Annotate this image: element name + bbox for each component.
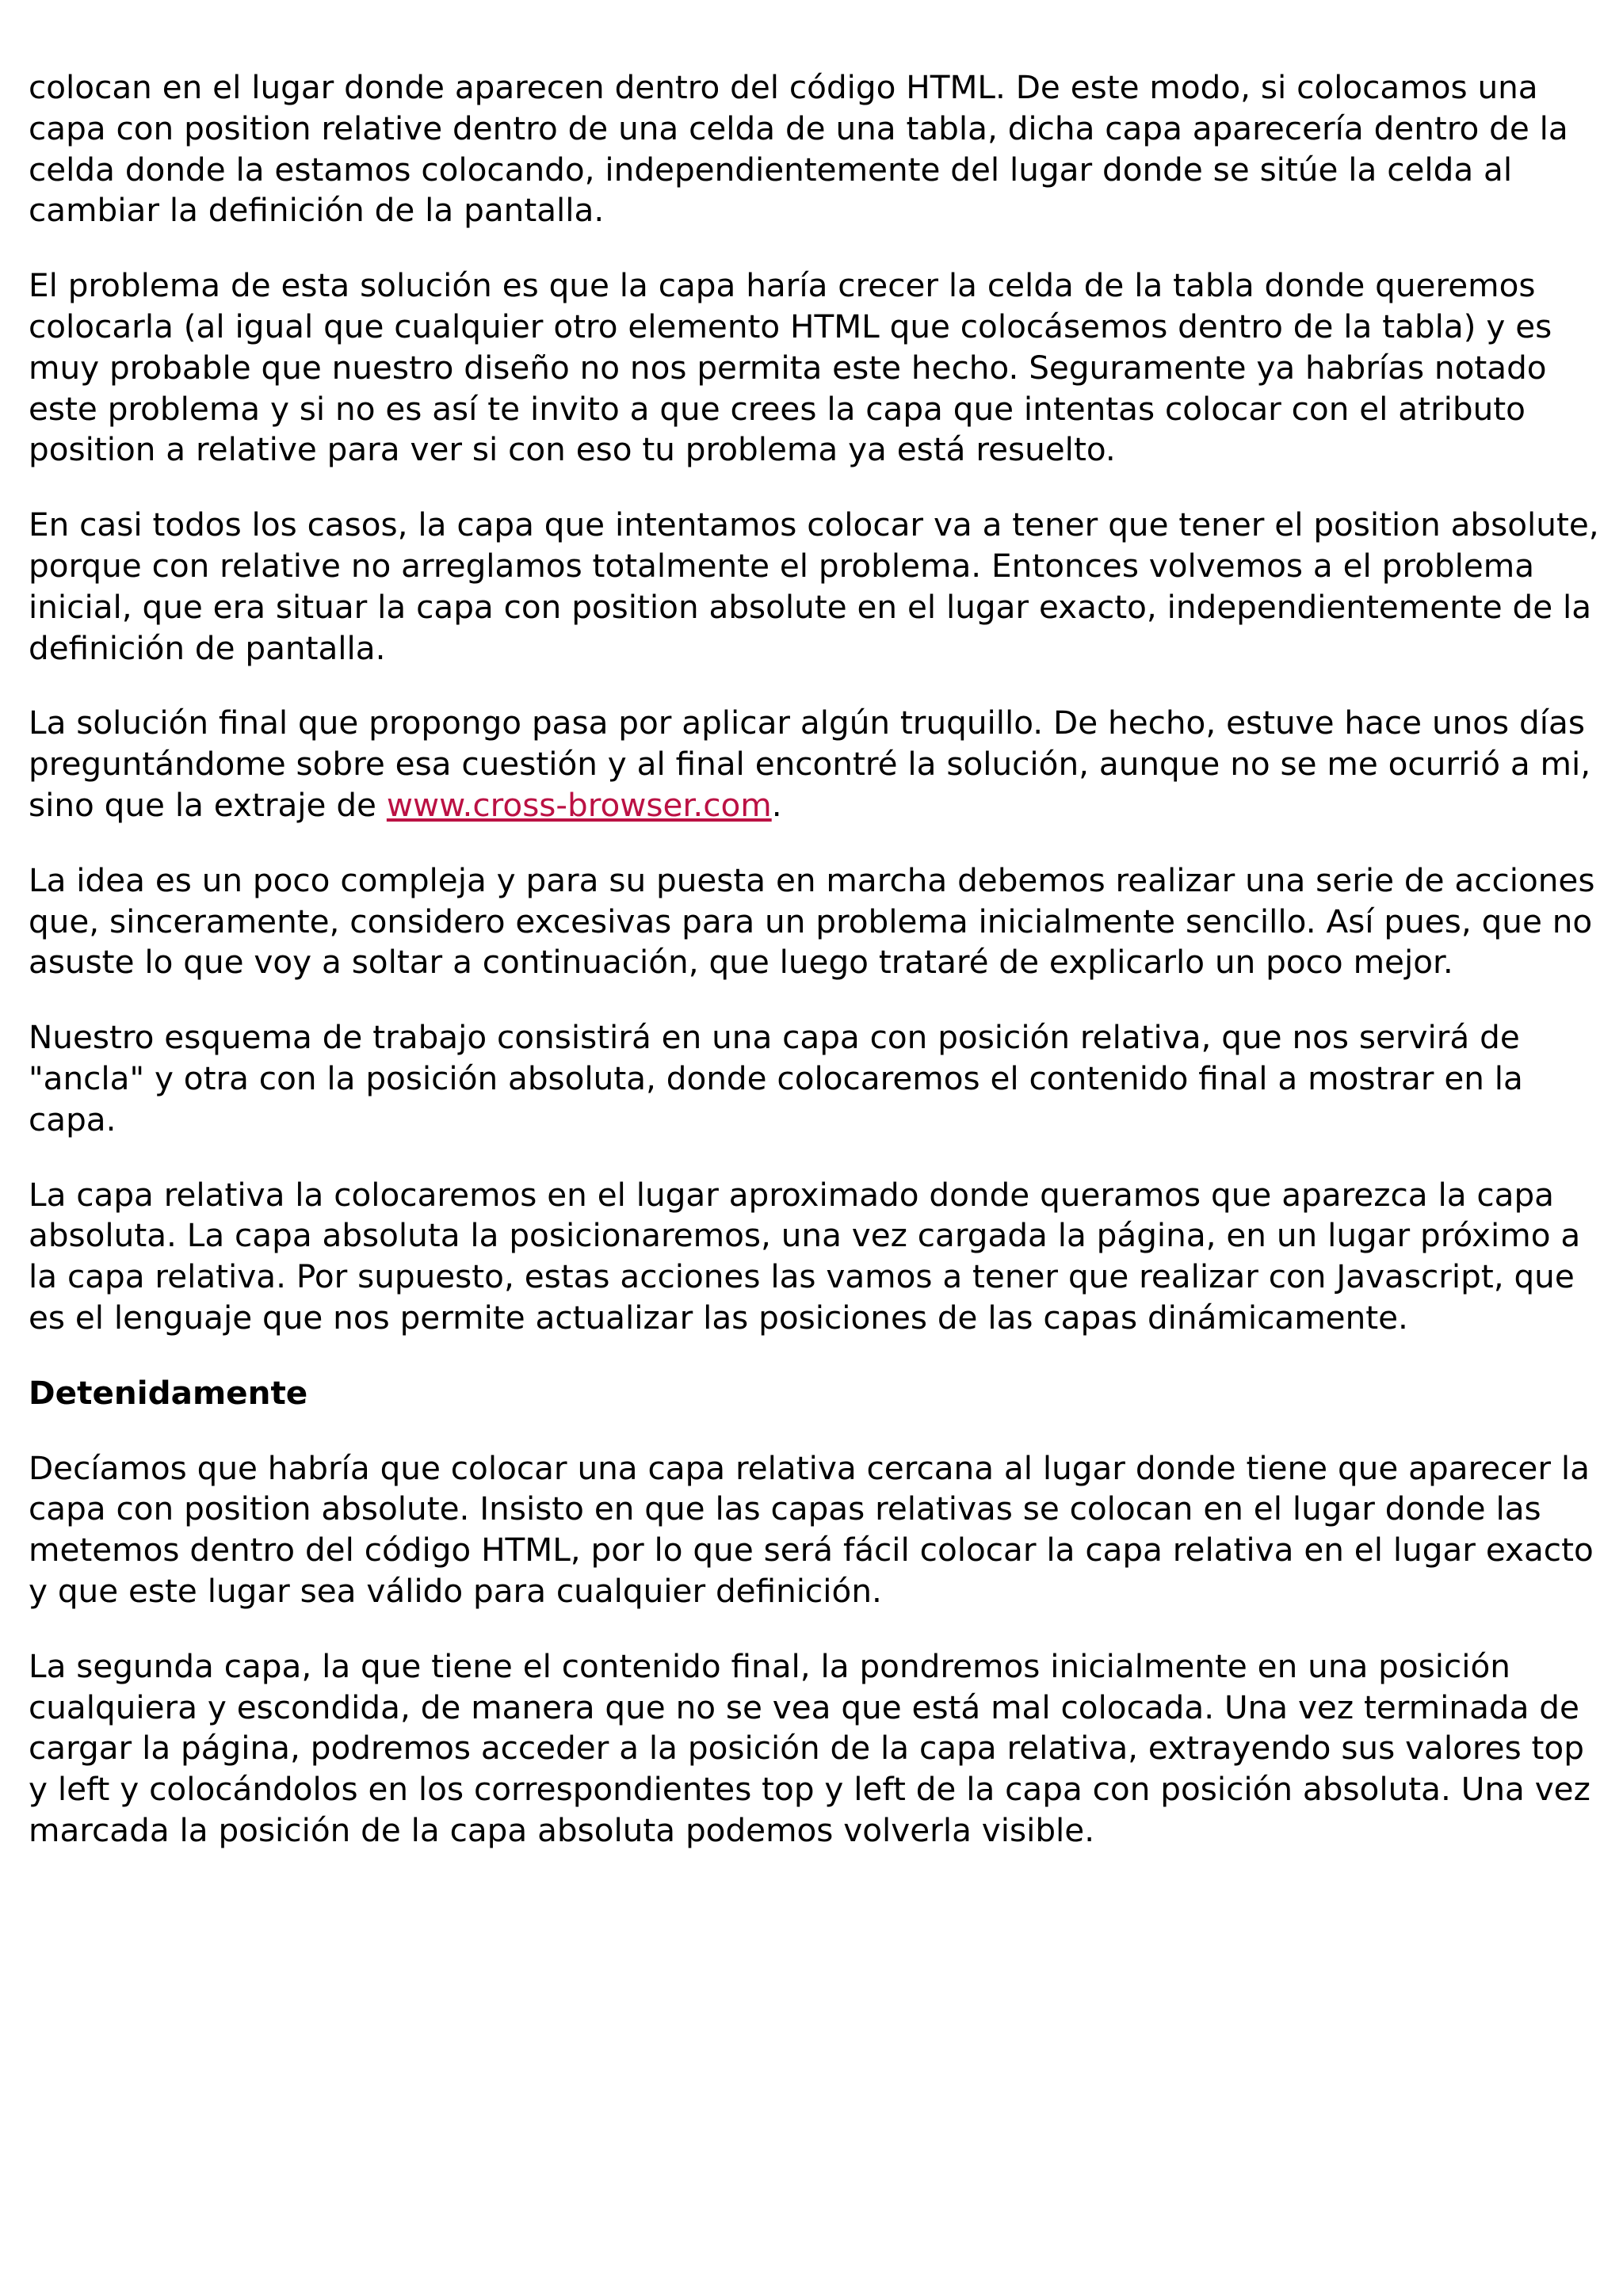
paragraph-5: La idea es un poco compleja y para su puesta en marcha debemos realizar una serie de acciones que, sinceramente, considero excesivas para un problema inicialmente sencillo. Así pues, que no asuste lo que voy a soltar a continuación, que luego trataré de explicarlo un poco mejor. <box>29 860 1595 982</box>
paragraph-8: Decíamos que habría que colocar una capa relativa cercana al lugar donde tiene que aparecer la capa con position absolute. Insisto en que las capas relativas se colocan en el lugar donde las metemos dentro del código HTML, por lo que será fácil colocar la capa relativa en el lugar exacto y que este lugar sea válido para cualquier definición. <box>29 1448 1594 1610</box>
paragraph-3: En casi todos los casos, la capa que intentamos colocar va a tener que tener el position absolute, porque con relative no arreglamos totalmente el problema. Entonces volvemos a el problema inicial, que era situar la capa con position absolute en el lugar exacto, independientemente de la definición de pantalla. <box>29 505 1599 667</box>
cross-browser-link[interactable]: www.cross-browser.com <box>386 785 772 824</box>
paragraph-4-text-before: La solución final que propongo pasa por aplicar algún truquillo. De hecho, estuve hace unos días preguntándome sobre esa cuestión y al final encontré la solución, aunque no se me ocurrió a mi, sino que la extraje de <box>29 704 1591 824</box>
paragraph-2: El problema de esta solución es que la capa haría crecer la celda de la tabla donde queremos colocarla (al igual que cualquier otro elemento HTML que colocásemos dentro de la tabla) y es muy probable que nuestro diseño no nos permita este hecho. Seguramente ya habrías notado este problema y si no es así te invito a que crees la capa que intentas colocar con el atributo position a relative para ver si con eso tu problema ya está resuelto. <box>29 266 1552 469</box>
paragraph-1: colocan en el lugar donde aparecen dentro del código HTML. De este modo, si colocamos una capa con position relative dentro de una celda de una tabla, dicha capa aparecería dentro de la celda donde la estamos colocando, independientemente del lugar donde se sitúe la celda al cambiar la definición de la pantalla. <box>29 68 1568 230</box>
paragraph-9: La segunda capa, la que tiene el contenido final, la pondremos inicialmente en una posición cualquiera y escondida, de manera que no se vea que está mal colocada. Una vez terminada de cargar la página, podremos acceder a la posición de la capa relativa, extrayendo sus valores top y left y colocándolos en los correspondientes top y left de la capa con posición absoluta. Una vez marcada la posición de la capa absoluta podemos volverla visible. <box>29 1646 1591 1849</box>
paragraph-7: La capa relativa la colocaremos en el lugar aproximado donde queramos que aparezca la capa absoluta. La capa absoluta la posicionaremos, una vez cargada la página, en un lugar próximo a la capa relativa. Por supuesto, estas acciones las vamos a tener que realizar con Javascript, que es el lenguaje que nos permite actualizar las posiciones de las capas dinámicamente. <box>29 1175 1581 1337</box>
section-heading: Detenidamente <box>29 1373 308 1412</box>
paragraph-4-text-after: . <box>771 785 782 824</box>
paragraph-6: Nuestro esquema de trabajo consistirá en una capa con posición relativa, que nos servirá de "ancla" y otra con la posición absoluta, donde colocaremos el contenido final a mostrar en la capa. <box>29 1018 1523 1138</box>
paragraph-4 <box>29 703 1602 826</box>
